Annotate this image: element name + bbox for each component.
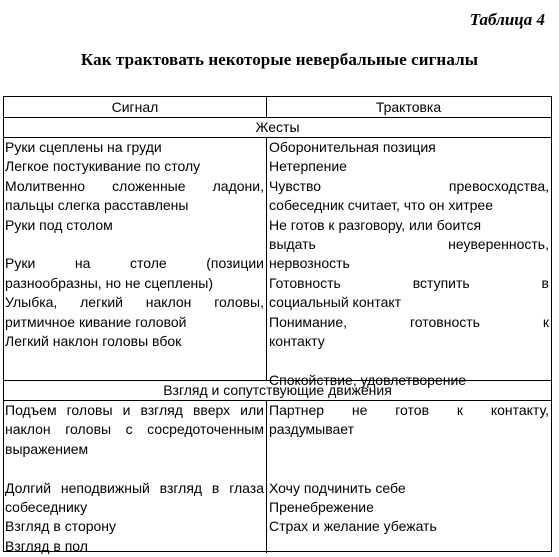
interpretation-line: контакту: [269, 332, 325, 349]
document-title: Как трактовать некоторые невербальные сигналы: [80, 50, 479, 69]
interpretation-line: Оборонительная позиция: [269, 139, 436, 155]
interpretation-line: Не готов к разговору, или боится: [269, 216, 482, 233]
header-signal: Сигнал: [111, 99, 159, 115]
signal-line: Легкое постукивание по столу: [5, 158, 201, 175]
interpretation-line: Понимание, готовность к: [269, 313, 549, 330]
interpretation-line: раздумывает: [269, 421, 355, 438]
interpretation-line: Партнер не готов к контакту,: [269, 402, 549, 418]
signal-line: Руки под столом: [5, 216, 113, 233]
signal-line: ритмичное кивание головой: [5, 313, 187, 330]
signal-line: собеседнику: [5, 498, 88, 515]
blank-line: [269, 459, 549, 478]
interpretation-line: нервозность: [269, 255, 350, 272]
column-divider: [266, 137, 267, 380]
interpretation-line: собеседник считает, что он хитрее: [269, 197, 493, 214]
interpretation-cell-gestures: [269, 138, 549, 390]
signal-line: Молитвенно сложенные ладони,: [5, 177, 264, 194]
signal-cell-gestures: [5, 138, 264, 351]
blank-line: [269, 351, 549, 370]
interpretation-line: социальный контакт: [269, 294, 402, 311]
signal-line: Руки сцеплены на груди: [5, 139, 162, 155]
blank-line: [269, 440, 549, 459]
interpretation-line: Страх и желание убежать: [269, 518, 437, 535]
signal-line: Взгляд в пол: [5, 537, 88, 554]
interpretation-line: Готовность вступить в: [269, 274, 549, 291]
signal-line: Подъем головы и взгляд вверх или: [5, 402, 264, 418]
interpretation-line: выдать неуверенность,: [269, 235, 549, 252]
signal-line: Взгляд в сторону: [5, 518, 117, 535]
interpretation-line: Хочу подчинить себе: [269, 479, 406, 496]
signals-table: [3, 96, 552, 552]
blank-line: [5, 235, 264, 254]
signal-line: наклон головы с сосредоточенным: [5, 421, 264, 438]
signal-line: выражением: [5, 440, 89, 457]
signal-line: Руки на столе (позиции: [5, 255, 264, 272]
section-title-gaze: Взгляд и сопутствующие движения: [163, 382, 392, 398]
signal-line: разнообразны, но не сцеплены): [5, 274, 214, 291]
interpretation-line: Пренебрежение: [269, 498, 374, 515]
signal-line: Долгий неподвижный взгляд в глаза: [5, 479, 264, 496]
interpretation-line: Чувство превосходства,: [269, 177, 549, 194]
signal-line: Улыбка, легкий наклон головы,: [5, 294, 264, 311]
signal-cell-gaze: [5, 401, 264, 556]
column-divider: [266, 97, 267, 117]
column-divider: [266, 400, 267, 553]
signal-line: Легкий наклон головы вбок: [5, 332, 182, 349]
table-number: Таблица 4: [469, 10, 545, 29]
signal-line: пальцы слегка расставлены: [5, 197, 189, 214]
interpretation-cell-gaze: [269, 401, 549, 537]
interpretation-line: Нетерпение: [269, 158, 347, 175]
section-title-gestures: Жесты: [255, 119, 300, 135]
blank-line: [5, 459, 264, 478]
header-interpretation: Трактовка: [375, 99, 442, 115]
interpretation-line: Спокойствие, удовлетворение: [269, 371, 467, 388]
